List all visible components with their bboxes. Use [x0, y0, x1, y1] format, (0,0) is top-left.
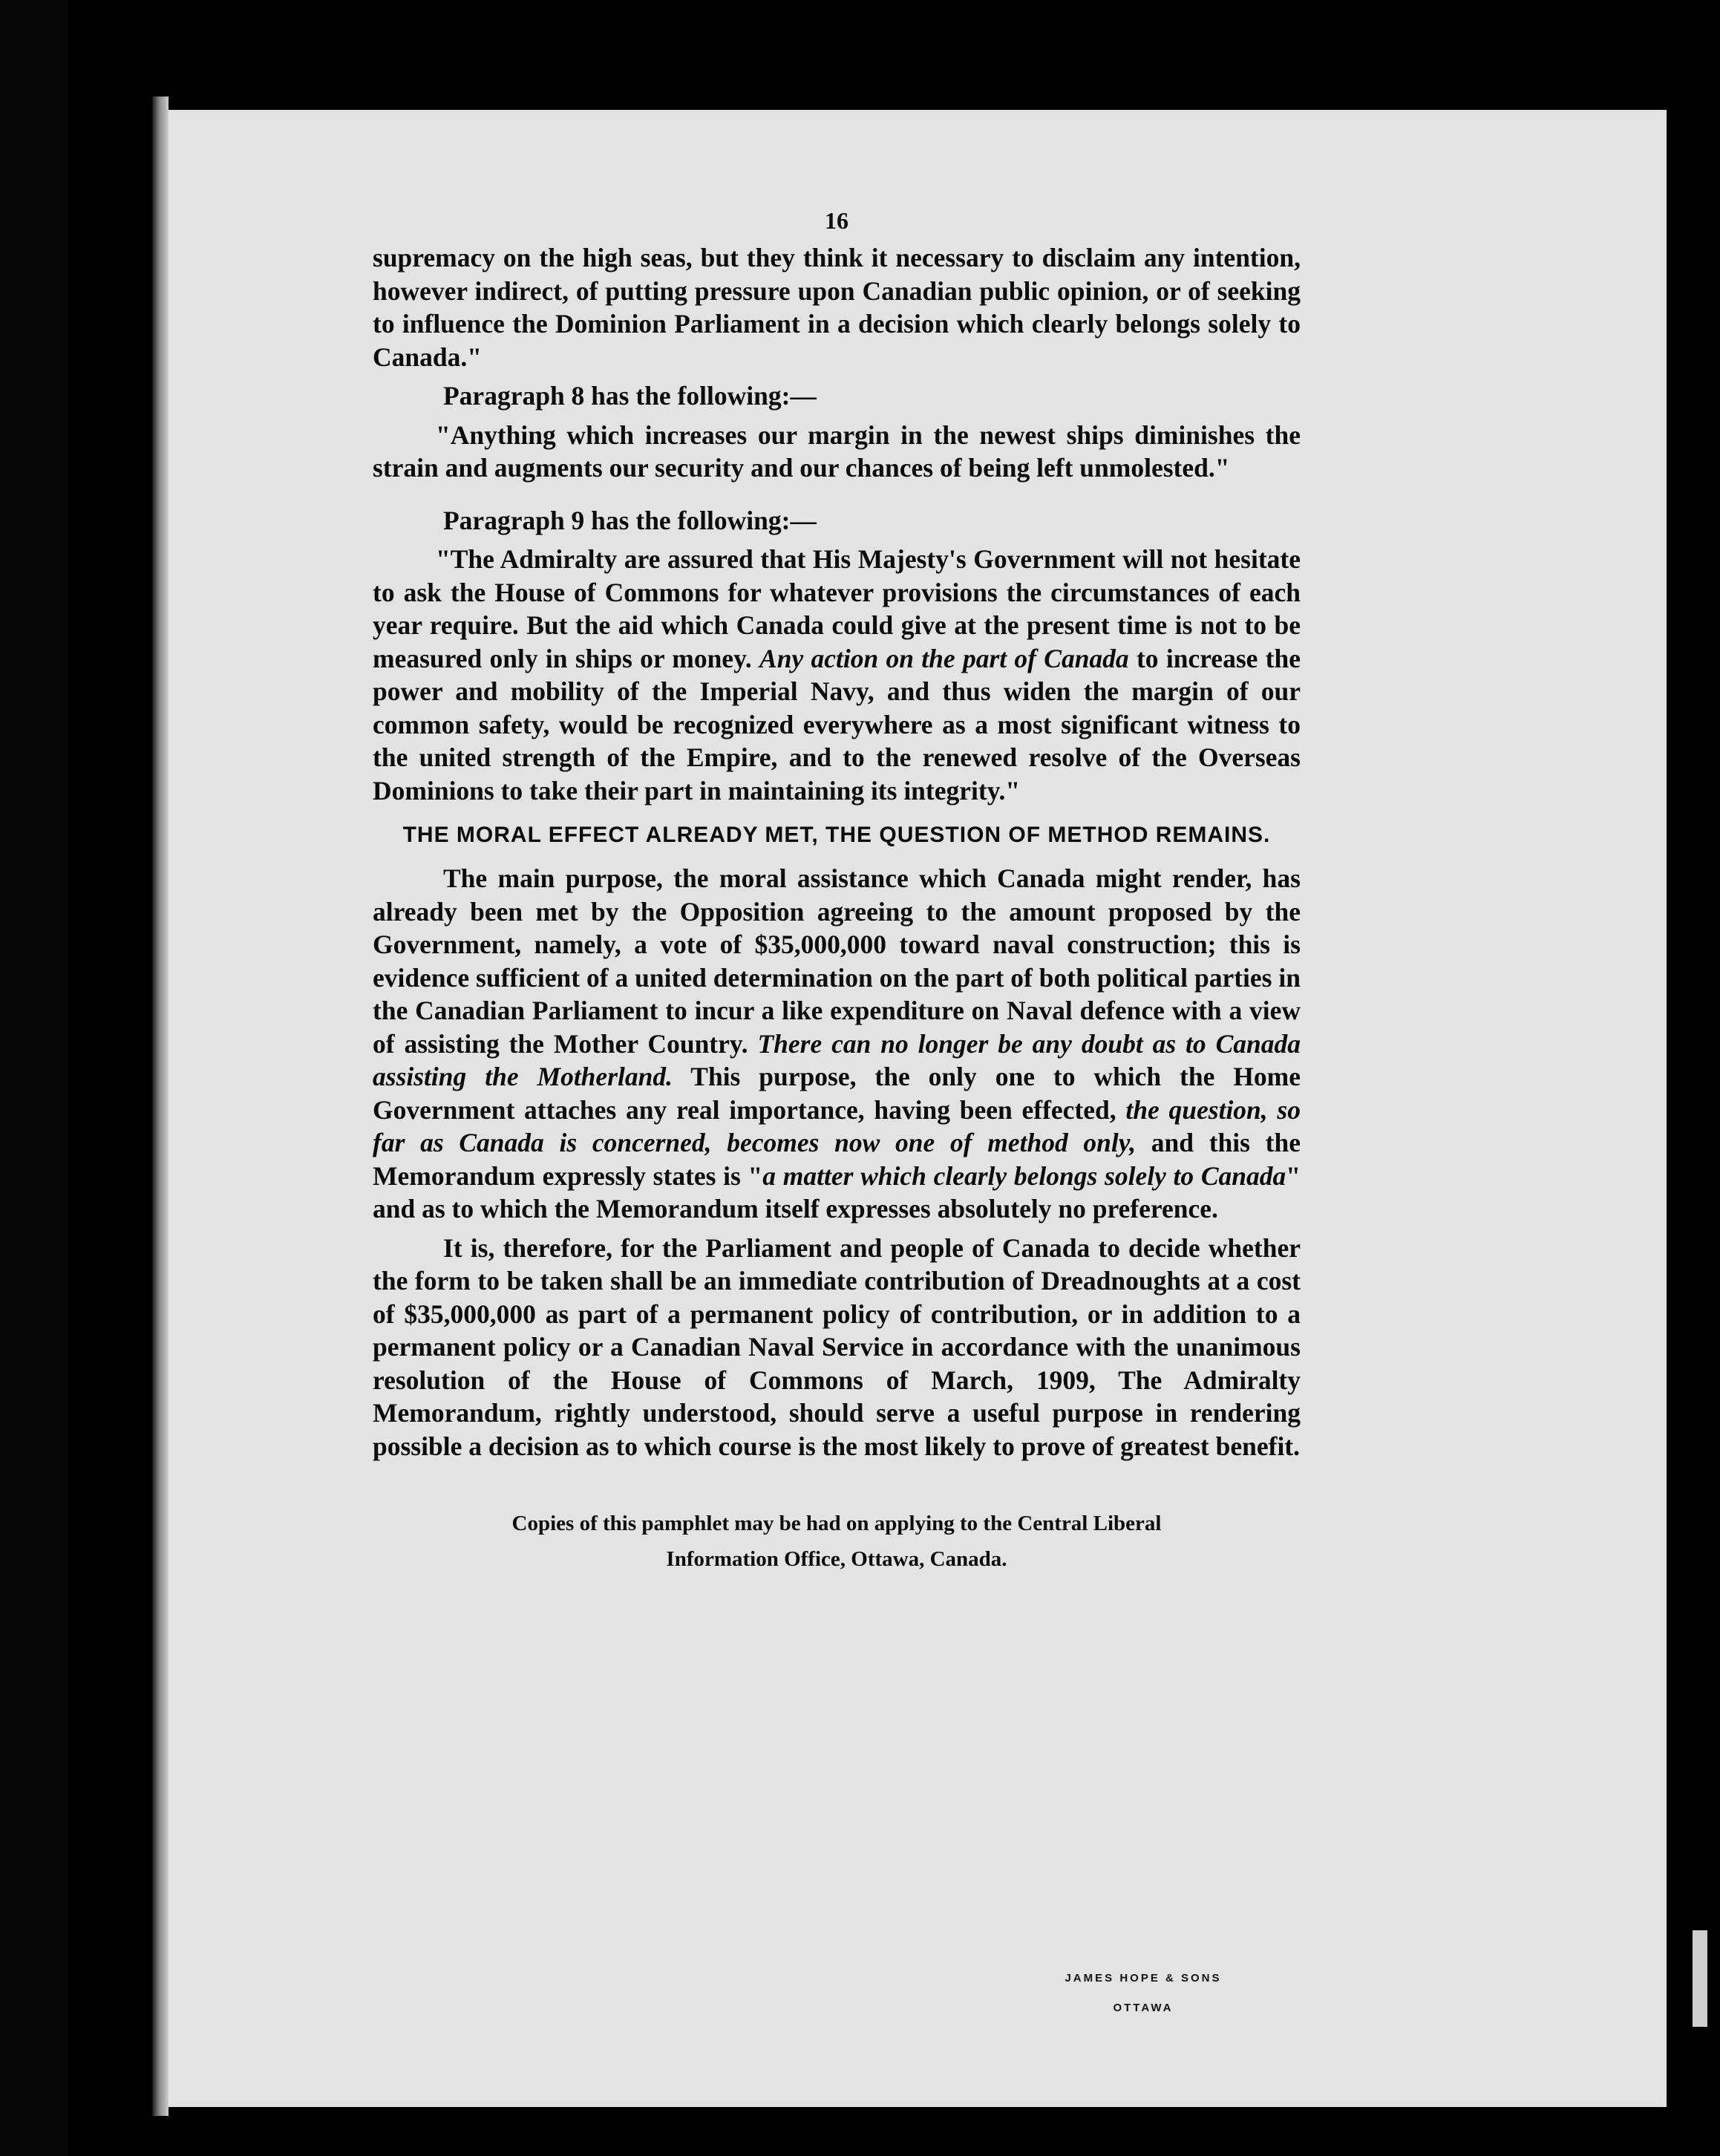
paragraph-emphasis: the question, so far as Canada is concerned, becomes now one of method only,	[373, 1094, 1301, 1157]
page-edge-tab	[1693, 1930, 1707, 2027]
closing-paragraph: It is, therefore, for the Parliament and people of Canada to decide whether the form to be taken shall be an immediate contribution of Dreadnoughts at a cost of $35,000,000 as part of a permanent policy of contribution, or in addition to a permanent policy or a Canadian Naval Service in accordance with the unanimous resolution of the House of Commons of March, 1909, The Admiralty Memorandum, rightly understood, should serve a useful purpose in rendering possible a decision as to which course is the most likely to prove of greatest benefit.	[373, 1232, 1301, 1461]
quote-emphasis: Any action on the part of Canada	[759, 643, 1129, 673]
continuation-paragraph: supremacy on the high seas, but they think it necessary to disclaim any intention, however indirect, of putting pressure upon Canadian public opinion, or of seeking to influence the Dominion Parliament in a decision which clearly belongs solely to Canada."	[373, 243, 1301, 372]
quote-text: "The Admiralty are assured that His Majesty's Government will not hesitate to ask the House of Commons for whatever provisions the circumstances of each year require. But the aid which Canada could give at the present time is not to be measured only in ships or money.	[373, 544, 1301, 673]
printer-imprint	[984, 1964, 1303, 2023]
page-binding-edge	[152, 97, 169, 2116]
paragraph-text: This purpose, the only one to which the Home Government attaches any real importance, having been effected,	[373, 1062, 1301, 1125]
paragraph-emphasis: There can no longer be any doubt as to Canada assisting the Motherland.	[373, 1028, 1301, 1091]
paragraph-8-intro: Paragraph 8 has the following:—	[443, 381, 817, 411]
paragraph-9-quote	[373, 543, 1301, 807]
paragraph-emphasis: a matter which clearly belongs solely to Canada	[762, 1160, 1286, 1191]
pamphlet-copies-note: Copies of this pamphlet may be had on applying to the Central Liberal Information Office, Ottawa, Canada.	[511, 1512, 1162, 1571]
page-number: 16	[825, 207, 848, 234]
scan-border	[0, 0, 68, 2156]
main-purpose-paragraph	[373, 862, 1301, 1226]
paragraph-text: The main purpose, the moral assistance which Canada might render, has already been met by the Opposition agreeing to the amount proposed by the Government, namely, a vote of $35,000,000 toward naval construction; this is evidence sufficient of a united determination on the part of both political parties in the Canadian Parliament to incur a like expenditure on Naval defence with a view of assisting the Mother Country.	[373, 863, 1301, 1059]
printer-city: OTTAWA	[1113, 2002, 1174, 2014]
printer-name: JAMES HOPE & SONS	[1065, 1972, 1222, 1984]
paragraph-9-intro: Paragraph 9 has the following:—	[443, 505, 817, 535]
paragraph-8-quote: "Anything which increases our margin in the newest ships diminishes the strain and augments our security and our chances of being left unmolested."	[373, 419, 1301, 483]
page-text-column	[373, 204, 1301, 1577]
section-heading: THE MORAL EFFECT ALREADY MET, THE QUESTION OF METHOD REMAINS.	[402, 823, 1271, 847]
paragraph-text: and this the Memorandum expressly states is "	[373, 1128, 1301, 1191]
paragraph-text: " and as to which the Memorandum itself expresses absolutely no preference.	[373, 1160, 1301, 1224]
quote-text: to increase the power and mobility of the Imperial Navy, and thus widen the margin of our common safety, would be recognized everywhere as a most significant witness to the united strength of the Empire, and to the renewed resolve of the Overseas Dominions to take their part in maintaining its integrity."	[373, 643, 1301, 806]
